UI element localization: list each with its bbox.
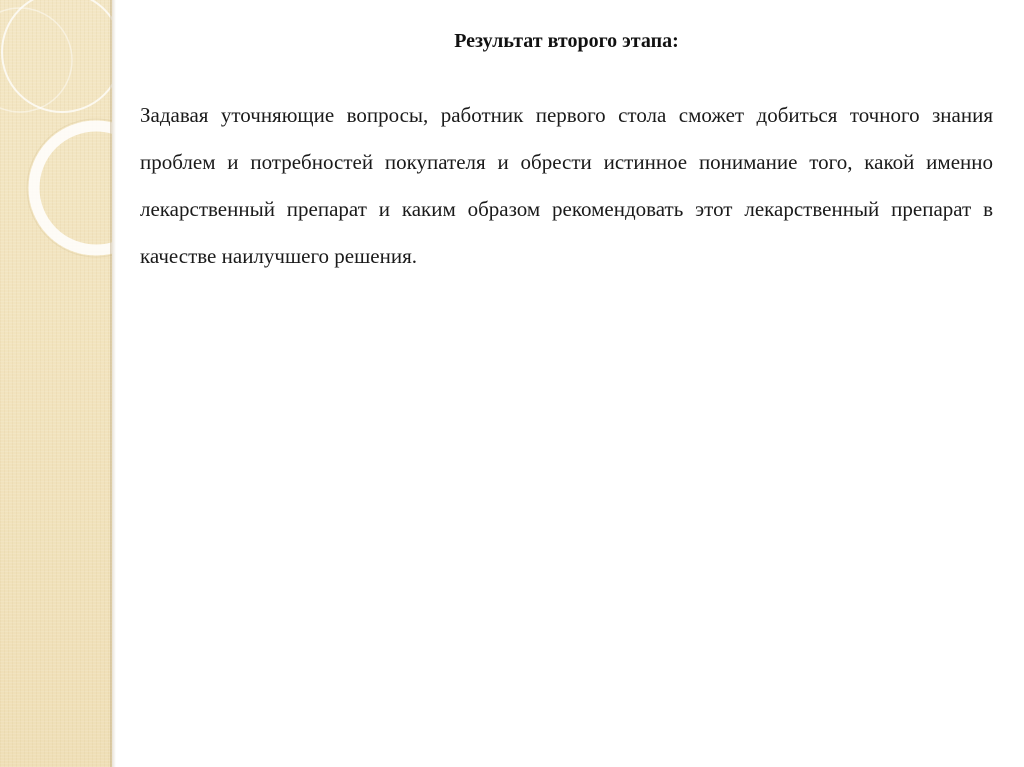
slide-title: Результат второго этапа:: [454, 30, 679, 52]
decorative-side-panel: [0, 0, 112, 767]
decorative-rings-icon: [0, 0, 112, 767]
side-panel-shadow: [110, 0, 116, 767]
slide-body-text: Задавая уточняющие вопросы, работник первого стола сможет добиться точного знания проблем и потребностей покупателя и обрести истинное понимание того, какой именно лекарственный препарат и каким образом рекомендовать этот лекарственный препарат в качестве наилучшего решения.: [140, 103, 993, 268]
